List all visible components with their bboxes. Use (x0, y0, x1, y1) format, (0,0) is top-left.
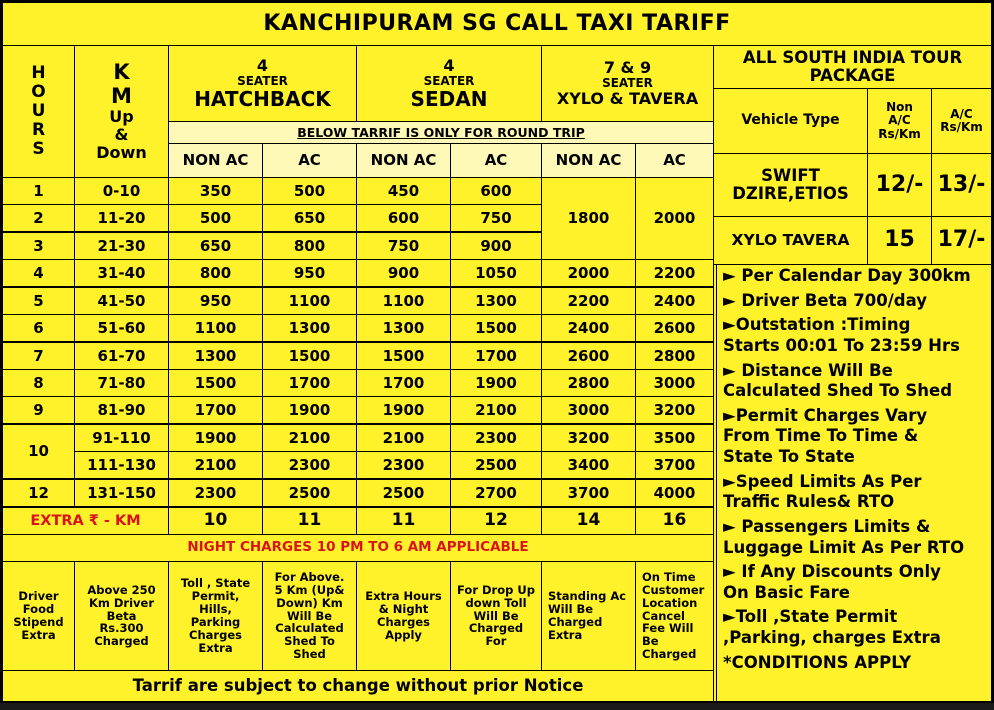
hours-header-letter: U (31, 100, 46, 121)
note-line: Starts 00:01 To 23:59 Hrs (723, 335, 960, 355)
fare-cell: 2200 (635, 259, 714, 287)
ac-label: NON AC (356, 143, 451, 178)
fare-cell: 3200 (541, 424, 636, 452)
extra-km-value: 11 (356, 507, 451, 535)
round-trip-note: BELOW TARRIF IS ONLY FOR ROUND TRIP (168, 121, 714, 144)
fare-cell: 3200 (635, 396, 714, 424)
note-line: ►Outstation :Timing (723, 315, 911, 335)
hours-header-letter: S (32, 139, 45, 160)
fare-cell: 800 (262, 232, 357, 260)
fare-cell: 2800 (635, 342, 714, 370)
row-km: 41-50 (74, 287, 169, 315)
ac-label: NON AC (168, 143, 263, 178)
row-hours: 8 (2, 369, 75, 397)
row-km: 51-60 (74, 314, 169, 342)
fare-cell: 500 (168, 204, 263, 232)
fare-cell: 1900 (450, 369, 542, 397)
vehicle-name: HATCHBACK (194, 86, 331, 111)
row-hours: 3 (2, 232, 75, 260)
fare-cell: 2500 (262, 479, 357, 507)
fare-cell: 2300 (168, 479, 263, 507)
page-title: KANCHIPURAM SG CALL TAXI TARIFF (2, 2, 992, 46)
hours-header (2, 45, 75, 178)
tour-swift-non-ac: 12/- (867, 153, 932, 217)
fare-cell: 500 (262, 177, 357, 205)
condition-drop-toll: For Drop Up down Toll Will Be Charged For (450, 561, 542, 671)
km-header-up: Up (109, 107, 134, 127)
fare-cell: 600 (356, 204, 451, 232)
fare-cell: 2700 (450, 479, 542, 507)
fare-cell: 1300 (450, 287, 542, 315)
fare-cell: 3000 (541, 396, 636, 424)
row-km: 61-70 (74, 342, 169, 370)
extra-km-value: 11 (262, 507, 357, 535)
vehicle-count: 4 (256, 55, 269, 75)
fare-cell: 450 (356, 177, 451, 205)
fare-cell: 1300 (262, 314, 357, 342)
extra-km-label: EXTRA ₹ - KM (2, 507, 169, 535)
row-km: 0-10 (74, 177, 169, 205)
row-km: 131-150 (74, 479, 169, 507)
fare-cell: 750 (450, 204, 542, 232)
extra-km-value: 12 (450, 507, 542, 535)
fare-cell: 3000 (635, 369, 714, 397)
note-line: ,Parking, charges Extra (723, 628, 941, 647)
condition-extra-hours: Extra Hours & Night Charges Apply (356, 561, 451, 671)
condition-standing-ac: Standing Ac Will Be Charged Extra (541, 561, 636, 671)
row-hours: 10 (2, 424, 75, 479)
fare-cell: 350 (168, 177, 263, 205)
fare-cell: 3500 (635, 424, 714, 452)
fare-cell: 1100 (262, 287, 357, 315)
fare-cell: 2400 (541, 314, 636, 342)
vehicle-header-sedan (356, 45, 542, 122)
fare-cell: 900 (450, 232, 542, 260)
xylo-merged-non-ac: 1800 (541, 177, 636, 260)
note-line: ►Speed Limits As Per (723, 471, 922, 491)
fare-cell: 1700 (450, 342, 542, 370)
vehicle-seater: SEATER (237, 73, 288, 88)
condition-toll-permit: Toll , State Permit, Hills, Parking Charges Extra (168, 561, 263, 671)
tour-non-ac-label: Non A/C Rs/Km (867, 88, 932, 154)
note-line: *CONDITIONS APPLY (723, 652, 912, 672)
vehicle-name: XYLO & TAVERA (556, 89, 699, 109)
fare-cell: 1100 (168, 314, 263, 342)
row-hours: 7 (2, 342, 75, 370)
extra-km-value: 10 (168, 507, 263, 535)
row-km: 71-80 (74, 369, 169, 397)
note-line: ► Distance Will Be (723, 360, 893, 380)
extra-km-value: 16 (635, 507, 714, 535)
tour-ac-label: A/C Rs/Km (931, 88, 992, 154)
vehicle-seater: SEATER (602, 75, 653, 90)
vehicle-header-hatchback (168, 45, 357, 122)
row-hours: 1 (2, 177, 75, 205)
note-item (723, 266, 991, 287)
fare-cell: 1100 (356, 287, 451, 315)
fare-cell: 650 (168, 232, 263, 260)
note-line: State To State (723, 447, 855, 466)
condition-driver-beta: Above 250 Km Driver Beta Rs.300 Charged (74, 561, 169, 671)
fare-cell: 1300 (356, 314, 451, 342)
fare-cell: 2300 (262, 451, 357, 479)
fare-cell: 1500 (262, 342, 357, 370)
tour-vehicle-swift: SWIFT DZIRE,ETIOS (713, 153, 868, 217)
note-line: ►Permit Charges Vary (723, 405, 928, 425)
row-hours: 5 (2, 287, 75, 315)
tour-title: ALL SOUTH INDIA TOUR PACKAGE (713, 45, 992, 89)
ac-label: AC (450, 143, 542, 178)
km-header-and: & (114, 125, 129, 145)
fare-cell: 2400 (635, 287, 714, 315)
note-line: Calculated Shed To Shed (723, 381, 953, 401)
fare-cell: 1700 (356, 369, 451, 397)
note-line: From Time To Time & (723, 426, 919, 446)
fare-cell: 950 (168, 287, 263, 315)
row-hours: 4 (2, 259, 75, 287)
fare-cell: 2100 (262, 424, 357, 452)
footer-notice: Tarrif are subject to change without prior Notice (2, 670, 714, 703)
fare-cell: 1300 (168, 342, 263, 370)
vehicle-name: SEDAN (410, 86, 488, 111)
row-km: 11-20 (74, 204, 169, 232)
fare-cell: 1700 (262, 369, 357, 397)
row-km: 31-40 (74, 259, 169, 287)
tour-vehicle-xylo: XYLO TAVERA (713, 216, 868, 265)
vehicle-count: 4 (443, 55, 455, 75)
row-hours: 12 (2, 479, 75, 507)
fare-cell: 1900 (262, 396, 357, 424)
note-item (723, 653, 991, 674)
note-line: Traffic Rules& RTO (723, 492, 895, 512)
ac-label: NON AC (541, 143, 636, 178)
fare-cell: 2100 (450, 396, 542, 424)
fare-cell: 600 (450, 177, 542, 205)
tour-xylo-ac: 17/- (931, 216, 992, 265)
fare-cell: 1050 (450, 259, 542, 287)
ac-label: AC (262, 143, 357, 178)
row-hours: 6 (2, 314, 75, 342)
note-item (723, 517, 991, 558)
fare-cell: 950 (262, 259, 357, 287)
note-item (723, 315, 991, 356)
fare-cell: 1500 (168, 369, 263, 397)
fare-cell: 4000 (635, 479, 714, 507)
hours-header-letter: O (31, 81, 46, 102)
row-hours: 9 (2, 396, 75, 424)
note-line: Luggage Limit As Per RTO (723, 537, 965, 557)
hours-header-letter: R (31, 120, 46, 141)
fare-cell: 2100 (168, 451, 263, 479)
condition-cancel-fee: On Time Customer Location Cancel Fee Will Be Charged (635, 561, 714, 671)
note-item (723, 562, 991, 603)
terms-notes (716, 264, 992, 703)
condition-driver-food: Driver Food Stipend Extra (2, 561, 75, 671)
tour-xylo-non-ac: 15 (867, 216, 932, 265)
xylo-merged-ac: 2000 (635, 177, 714, 260)
fare-cell: 2300 (356, 451, 451, 479)
row-km: 81-90 (74, 396, 169, 424)
hours-header-letter: H (31, 62, 46, 83)
row-km: 21-30 (74, 232, 169, 260)
note-line: ► Driver Beta 700/day (723, 290, 927, 310)
fare-cell: 2600 (635, 314, 714, 342)
vehicle-header-xylo (541, 45, 714, 122)
row-km: 111-130 (74, 451, 169, 479)
fare-cell: 750 (356, 232, 451, 260)
note-line: ► Per Calendar Day 300km (723, 266, 971, 285)
note-line: On Basic Fare (723, 582, 850, 602)
fare-cell: 3700 (541, 479, 636, 507)
fare-cell: 2300 (450, 424, 542, 452)
fare-cell: 1500 (450, 314, 542, 342)
tour-swift-ac: 13/- (931, 153, 992, 217)
fare-cell: 2500 (450, 451, 542, 479)
note-line: ► If Any Discounts Only (723, 562, 941, 582)
fare-cell: 3400 (541, 451, 636, 479)
fare-cell: 900 (356, 259, 451, 287)
km-header-m: M (111, 83, 132, 108)
note-item (723, 291, 991, 312)
fare-cell: 650 (262, 204, 357, 232)
note-line: ►Toll ,State Permit (723, 607, 898, 627)
km-header-down: Down (96, 142, 147, 162)
note-item (723, 607, 991, 648)
row-km: 91-110 (74, 424, 169, 452)
fare-cell: 3700 (635, 451, 714, 479)
fare-cell: 2100 (356, 424, 451, 452)
km-header-k: K (113, 60, 130, 85)
vehicle-seater: SEATER (423, 73, 475, 88)
fare-cell: 1500 (356, 342, 451, 370)
fare-cell: 2000 (541, 259, 636, 287)
note-item (723, 472, 991, 513)
fare-cell: 1900 (168, 424, 263, 452)
fare-cell: 2800 (541, 369, 636, 397)
night-charges: NIGHT CHARGES 10 PM TO 6 AM APPLICABLE (2, 534, 714, 562)
note-item (723, 406, 991, 468)
vehicle-count: 7 & 9 (603, 57, 652, 77)
note-line: ► Passengers Limits & (723, 516, 931, 536)
extra-km-value: 14 (541, 507, 636, 535)
ac-label: AC (635, 143, 714, 178)
condition-shed-to-shed: For Above. 5 Km (Up& Down) Km Will Be Calculated Shed To Shed (262, 561, 357, 671)
fare-cell: 2500 (356, 479, 451, 507)
row-hours: 2 (2, 204, 75, 232)
fare-cell: 2200 (541, 287, 636, 315)
fare-cell: 1900 (356, 396, 451, 424)
tour-vehicle-type-label: Vehicle Type (713, 88, 868, 154)
fare-cell: 800 (168, 259, 263, 287)
fare-cell: 1700 (168, 396, 263, 424)
note-item (723, 361, 991, 402)
fare-cell: 2600 (541, 342, 636, 370)
km-header (74, 45, 169, 178)
